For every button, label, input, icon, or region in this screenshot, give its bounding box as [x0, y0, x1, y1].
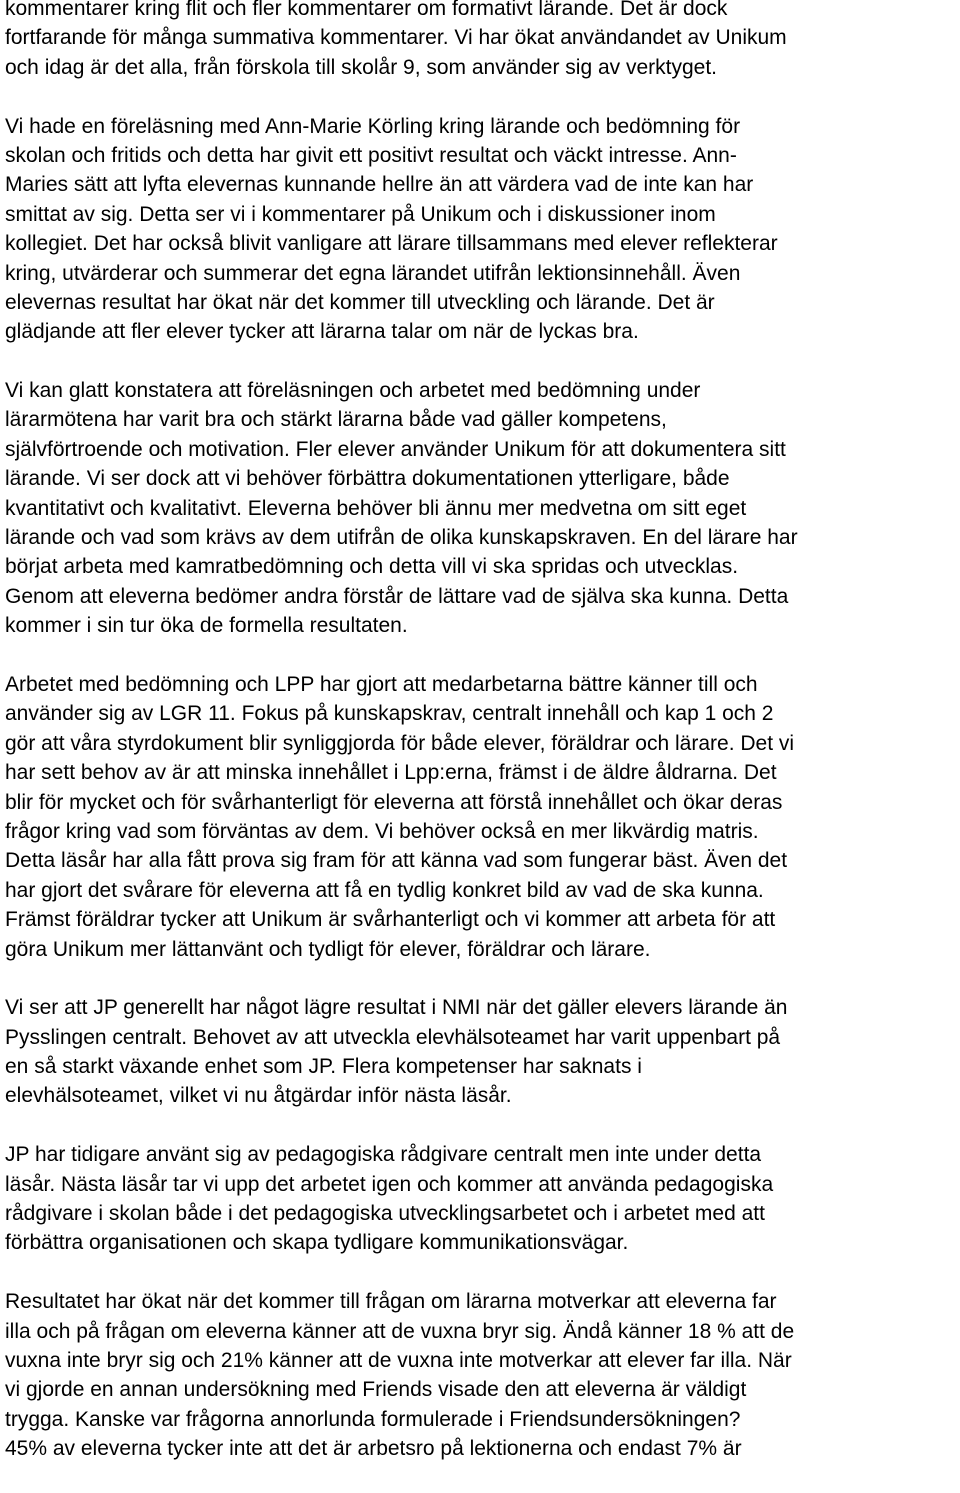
text-line: Maries sätt att lyfta elevernas kunnande hellre än att värdera vad de inte kan har	[5, 173, 754, 197]
text-line: kvantitativt och kvalitativt. Eleverna behöver bli ännu mer medvetna om sitt eget	[5, 496, 747, 520]
text-line: Pysslingen centralt. Behovet av att utveckla elevhälsoteamet har varit uppenbart på	[5, 1025, 781, 1049]
text-line: vuxna inte bryr sig och 21% känner att de vuxna inte motverkar att elever far illa. När	[5, 1348, 792, 1372]
paragraph	[5, 376, 960, 641]
text-line: Vi ser att JP generellt har något lägre resultat i NMI när det gäller elevers lärande än	[5, 996, 788, 1020]
text-line: elevernas resultat har ökat när det kommer till utveckling och lärande. Det är	[5, 290, 715, 314]
text-line: göra Unikum mer lättanvänt och tydligt för elever, föräldrar och lärare.	[5, 937, 651, 961]
text-line: har gjort det svårare för eleverna att få en tydlig konkret bild av vad de ska kunna.	[5, 878, 764, 902]
text-line: fortfarande för många summativa kommentarer. Vi har ökat användandet av Unikum	[5, 26, 787, 50]
text-line: kommentarer kring flit och fler kommentarer om formativt lärande. Det är dock	[5, 0, 728, 20]
paragraph	[5, 1140, 960, 1258]
text-line: kollegiet. Det har också blivit vanligare att lärare tillsammans med elever reflekterar	[5, 232, 778, 256]
text-line: lärande. Vi ser dock att vi behöver förbättra dokumentationen ytterligare, både	[5, 467, 730, 491]
document-page	[5, 0, 960, 1493]
text-line: frågor kring vad som förväntas av dem. Vi behöver också en mer likvärdig matris.	[5, 819, 759, 843]
text-line: glädjande att fler elever tycker att lärarna talar om när de lyckas bra.	[5, 320, 639, 344]
text-line: blir för mycket och för svårhanterligt för eleverna att förstå innehållet och ökar deras	[5, 790, 783, 814]
text-line: lärande och vad som krävs av dem utifrån de olika kunskapskraven. En del lärare har	[5, 526, 798, 550]
paragraph	[5, 670, 960, 964]
paragraph	[5, 993, 960, 1111]
text-line: förbättra organisationen och skapa tydligare kommunikationsvägar.	[5, 1231, 629, 1255]
text-line: självförtroende och motivation. Fler elever använder Unikum för att dokumentera sitt	[5, 437, 786, 461]
text-line: Detta läsår har alla fått prova sig fram för att känna vad som fungerar bäst. Även det	[5, 849, 788, 873]
text-line: kommer i sin tur öka de formella resultaten.	[5, 614, 408, 638]
text-line: vi gjorde en annan undersökning med Friends visade den att eleverna är väldigt	[5, 1378, 747, 1402]
text-line: rådgivare i skolan både i det pedagogiska utvecklingsarbetet och i arbetet med att	[5, 1202, 765, 1226]
text-line: illa och på frågan om eleverna känner att de vuxna bryr sig. Ändå känner 18 % att de	[5, 1319, 795, 1343]
paragraph	[5, 112, 960, 347]
paragraph	[5, 0, 960, 82]
text-line: Främst föräldrar tycker att Unikum är svårhanterligt och vi kommer att arbeta för att	[5, 908, 776, 932]
text-line: gör att våra styrdokument blir synliggjorda för både elever, föräldrar och lärare. Det vi	[5, 731, 795, 755]
text-line: JP har tidigare använt sig av pedagogiska rådgivare centralt men inte under detta	[5, 1143, 762, 1167]
document-body	[5, 0, 960, 1464]
text-line: smittat av sig. Detta ser vi i kommentarer på Unikum och i diskussioner inom	[5, 202, 716, 226]
text-line: har sett behov av är att minska innehållet i Lpp:erna, främst i de äldre åldrarna. Det	[5, 761, 777, 785]
text-line: börjat arbeta med kamratbedömning och detta vill vi ska spridas och utvecklas.	[5, 555, 739, 579]
text-line: Genom att eleverna bedömer andra förstår de lättare vad de själva ska kunna. Detta	[5, 584, 789, 608]
paragraph	[5, 1287, 960, 1463]
text-line: använder sig av LGR 11. Fokus på kunskapskrav, centralt innehåll och kap 1 och 2	[5, 702, 774, 726]
text-line: trygga. Kanske var frågorna annorlunda formulerade i Friendsundersökningen?	[5, 1407, 741, 1431]
text-line: kring, utvärderar och summerar det egna lärandet utifrån lektionsinnehåll. Även	[5, 261, 741, 285]
text-line: och idag är det alla, från förskola till skolår 9, som använder sig av verktyget.	[5, 55, 718, 79]
text-line: Arbetet med bedömning och LPP har gjort att medarbetarna bättre känner till och	[5, 672, 758, 696]
text-line: lärarmötena har varit bra och stärkt lärarna både vad gäller kompetens,	[5, 408, 667, 432]
text-line: Vi hade en föreläsning med Ann-Marie Körling kring lärande och bedömning för	[5, 114, 741, 138]
text-line: Vi kan glatt konstatera att föreläsningen och arbetet med bedömning under	[5, 379, 701, 403]
text-line: 45% av eleverna tycker inte att det är arbetsro på lektionerna och endast 7% är	[5, 1437, 742, 1461]
text-line: elevhälsoteamet, vilket vi nu åtgärdar inför nästa läsår.	[5, 1084, 512, 1108]
text-line: skolan och fritids och detta har givit ett positivt resultat och väckt intresse. Ann-	[5, 143, 737, 167]
text-line: läsår. Nästa läsår tar vi upp det arbetet igen och kommer att använda pedagogiska	[5, 1172, 774, 1196]
text-line: en så starkt växande enhet som JP. Flera kompetenser har saknats i	[5, 1055, 642, 1079]
text-line: Resultatet har ökat när det kommer till frågan om lärarna motverkar att eleverna far	[5, 1290, 777, 1314]
